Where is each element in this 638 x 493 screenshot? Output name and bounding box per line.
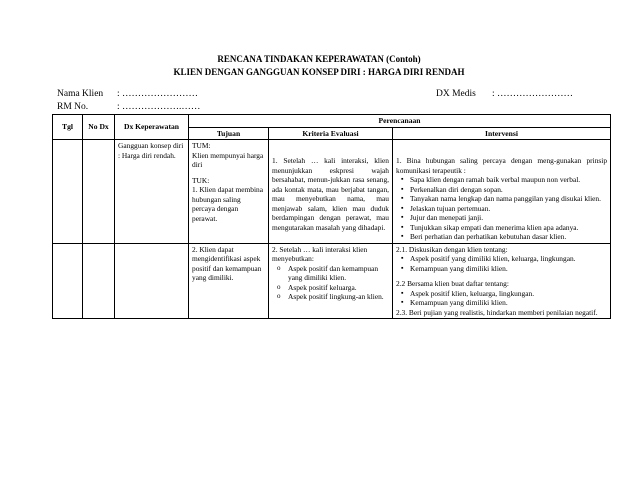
cell-kriteria [269,243,393,319]
cell-no-dx [83,243,115,319]
table-row [53,140,611,244]
document-title: RENCANA TINDAKAN KEPERAWATAN (Contoh) [217,54,421,64]
intervensi-2-3: 2.3. Beri pujian yang realistis, hindarkan memberi penilaian negatif. [396,307,598,317]
intervensi-2-1-head: 2.1. Diskusikan dengan klien tentang: [396,244,508,254]
cell-kriteria [269,140,393,244]
list-item: ▪ Tunjukkan sikap empati dan menerima klien apa adanya. [410,223,607,233]
nama-klien-label: Nama Klien [57,89,104,99]
col-dx-keperawatan: Dx Keperawatan [115,115,189,140]
cell-tujuan [189,140,269,244]
list-item: ▪ Tanyakan nama lengkap dan nama panggilan yang disukai klien. [410,194,607,204]
cell-dx [115,140,189,244]
list-item: ▪ Jelaskan tujuan pertemuan. [410,204,607,214]
cell-tgl [53,140,83,244]
intervensi-1-head: 1. Bina hubungan saling percaya dengan meng-gunakan prinsip komunikasi terapeutik : [396,156,608,175]
col-kriteria-evaluasi: Kriteria Evaluasi [269,127,393,140]
list-item: ▪ Jujur dan menepati janji. [410,213,607,223]
col-no-dx: No Dx [83,115,115,140]
document-subtitle: KLIEN DENGAN GANGGUAN KONSEP DIRI : HARGA DIRI RENDAH [173,67,465,77]
rm-no-value: : ……………….…… [117,102,201,112]
list-item: ▪ Sapa klien dengan ramah baik verbal maupun non verbal. [410,175,607,185]
list-item: ▪ Perkenalkan diri dengan sopan. [410,185,607,195]
cell-dx [115,243,189,319]
kriteria-2-list [272,264,389,302]
col-tujuan: Tujuan [189,127,269,140]
cell-intervensi [393,140,611,244]
tuk-1: 1. Klien dapat membina hubungan saling percaya dengan perawat. [192,185,264,223]
intervensi-1-list [396,175,607,242]
list-item: ▪ Beri perhatian dan perhatikan kebutuhan dasar klien. [410,232,607,242]
list-item: ▪ Aspek positif klien, keluarga, lingkungan. [410,289,607,299]
list-item: o Aspek positif dan kemampuan yang dimiliki klien. [288,264,389,283]
intervensi-2-2-list [396,289,607,308]
list-item: ▪ Kemampuan yang dimiliki klien. [410,264,607,274]
nursing-plan-table [52,114,611,319]
dx-medis-value: : …………………… [492,89,574,99]
col-perencanaan: Perencanaan [189,115,611,128]
cell-tgl [53,243,83,319]
tum-text: Klien mempunyai harga diri [192,150,264,169]
list-item: o Aspek positif keluarga. [288,283,389,293]
col-intervensi: Intervensi [393,127,611,140]
dx-text: Gangguan konsep diri : Harga diri rendah. [118,141,184,160]
list-item: ▪ Kemampuan yang dimiliki klien. [410,298,607,308]
dx-medis-label: DX Medis [436,89,476,99]
kriteria-1: 1. Setelah … kali interaksi, klien menunjukkan eskpresi wajah bersahabat, menun-jukkan rasa senang, ada kontak mata, mau berjabat tangan, mau menyebutkan nama, mau menjawab salam, klien mau duduk berdampingan dengan perawat, mau mengutarakan masalah yang dihadapi. [272,156,389,232]
kriteria-2-head: 2. Setelah … kali interaksi klien menyebutkan: [272,244,368,263]
table-row [53,243,611,319]
tuk-label: TUK: [192,175,210,185]
intervensi-2-1-list [396,254,607,273]
rm-no-label: RM No. [57,102,89,112]
col-tgl: Tgl [53,115,83,140]
tuk-2: 2. Klien dapat mengidentifikasi aspek positif dan kemampuan yang dimiliki. [192,244,262,282]
intervensi-2-2-head: 2.2 Bersama klien buat daftar tentang: [396,279,509,288]
list-item: o Aspek positif lingkung-an klien. [288,292,389,302]
tum-label: TUM: [192,141,211,150]
cell-intervensi [393,243,611,319]
cell-tujuan [189,243,269,319]
cell-no-dx [83,140,115,244]
list-item: ▪ Aspek positif yang dimiliki klien, keluarga, lingkungan. [410,254,607,264]
nama-klien-value: : …………………… [117,89,199,99]
